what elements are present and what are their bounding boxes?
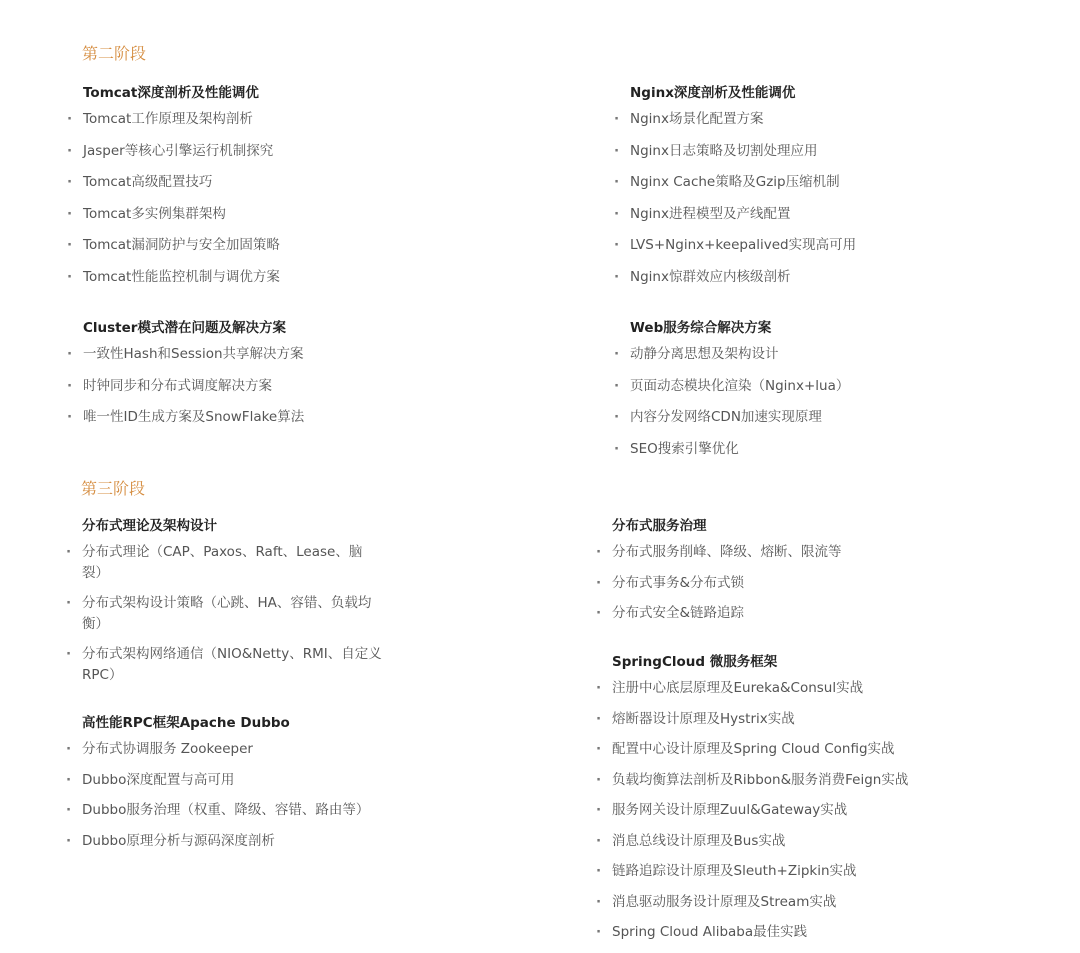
list-item: · 分布式架构网络通信（NIO&Netty、RMI、自定义RPC） — [82, 644, 382, 686]
theory-section — [82, 514, 382, 695]
list-item: · 分布式服务削峰、降级、熔断、限流等 — [612, 542, 842, 563]
list-item: · Tomcat多实例集群架构 — [83, 204, 280, 225]
stage2-title: 第二阶段 — [82, 44, 147, 63]
dubbo-section — [82, 711, 369, 861]
nginx-list — [630, 109, 856, 288]
list-item: · 动静分离思想及架构设计 — [630, 344, 849, 365]
list-item: · Nginx惊群效应内核级剖析 — [630, 267, 856, 288]
springcloud-section — [612, 650, 908, 953]
list-item: · 一致性Hash和Session共享解决方案 — [83, 344, 304, 365]
list-item: · 链路追踪设计原理及Sleuth+Zipkin实战 — [612, 861, 908, 882]
nginx-section — [630, 81, 856, 298]
list-item: · Dubbo服务治理（权重、降级、容错、路由等） — [82, 800, 369, 821]
list-item: · 分布式安全&链路追踪 — [612, 603, 842, 624]
governance-list — [612, 542, 842, 624]
dubbo-heading: 高性能RPC框架Apache Dubbo — [82, 715, 290, 731]
list-item: · Nginx场景化配置方案 — [630, 109, 856, 130]
list-item: · 内容分发网络CDN加速实现原理 — [630, 407, 849, 428]
nginx-heading: Nginx深度剖析及性能调优 — [630, 85, 796, 101]
list-item: · 页面动态模块化渲染（Nginx+lua） — [630, 376, 849, 397]
list-item: · 消息总线设计原理及Bus实战 — [612, 831, 908, 852]
dubbo-list — [82, 739, 369, 852]
list-item: · SEO搜索引擎优化 — [630, 439, 849, 460]
list-item: · Tomcat工作原理及架构剖析 — [83, 109, 280, 130]
governance-section — [612, 514, 842, 634]
list-item: · Jasper等核心引擎运行机制探究 — [83, 141, 280, 162]
springcloud-list — [612, 678, 908, 943]
theory-heading: 分布式理论及架构设计 — [82, 518, 217, 534]
list-item: · LVS+Nginx+keepalived实现高可用 — [630, 235, 856, 256]
list-item: · Tomcat高级配置技巧 — [83, 172, 280, 193]
list-item: · Dubbo深度配置与高可用 — [82, 770, 369, 791]
list-item: · Tomcat性能监控机制与调优方案 — [83, 267, 280, 288]
governance-heading: 分布式服务治理 — [612, 518, 707, 534]
stage3-title: 第三阶段 — [81, 479, 146, 498]
cluster-list — [83, 344, 304, 428]
list-item: · Tomcat漏洞防护与安全加固策略 — [83, 235, 280, 256]
tomcat-section — [83, 81, 280, 298]
cluster-heading: Cluster模式潜在问题及解决方案 — [83, 320, 286, 336]
list-item: · 服务网关设计原理Zuul&Gateway实战 — [612, 800, 908, 821]
list-item: · 分布式协调服务 Zookeeper — [82, 739, 369, 760]
cluster-section — [83, 316, 304, 439]
list-item: · 唯一性ID生成方案及SnowFlake算法 — [83, 407, 304, 428]
tomcat-list — [83, 109, 280, 288]
list-item: · 熔断器设计原理及Hystrix实战 — [612, 709, 908, 730]
list-item: · 分布式理论（CAP、Paxos、Raft、Lease、脑裂） — [82, 542, 382, 584]
list-item: · Dubbo原理分析与源码深度剖析 — [82, 831, 369, 852]
tomcat-heading: Tomcat深度剖析及性能调优 — [83, 85, 259, 101]
list-item: · 消息驱动服务设计原理及Stream实战 — [612, 892, 908, 913]
list-item: · Nginx日志策略及切割处理应用 — [630, 141, 856, 162]
springcloud-heading: SpringCloud 微服务框架 — [612, 654, 778, 670]
theory-list — [82, 542, 382, 686]
list-item: · 负载均衡算法剖析及Ribbon&服务消费Feign实战 — [612, 770, 908, 791]
list-item: · 分布式架构设计策略（心跳、HA、容错、负载均衡） — [82, 593, 382, 635]
list-item: · Nginx Cache策略及Gzip压缩机制 — [630, 172, 856, 193]
list-item: · 分布式事务&分布式锁 — [612, 573, 842, 594]
list-item: · Spring Cloud Alibaba最佳实践 — [612, 922, 908, 943]
list-item: · 注册中心底层原理及Eureka&Consul实战 — [612, 678, 908, 699]
list-item: · 配置中心设计原理及Spring Cloud Config实战 — [612, 739, 908, 760]
web-list — [630, 344, 849, 460]
web-heading: Web服务综合解决方案 — [630, 320, 772, 336]
web-section — [630, 316, 849, 470]
list-item: · Nginx进程模型及产线配置 — [630, 204, 856, 225]
list-item: · 时钟同步和分布式调度解决方案 — [83, 376, 304, 397]
